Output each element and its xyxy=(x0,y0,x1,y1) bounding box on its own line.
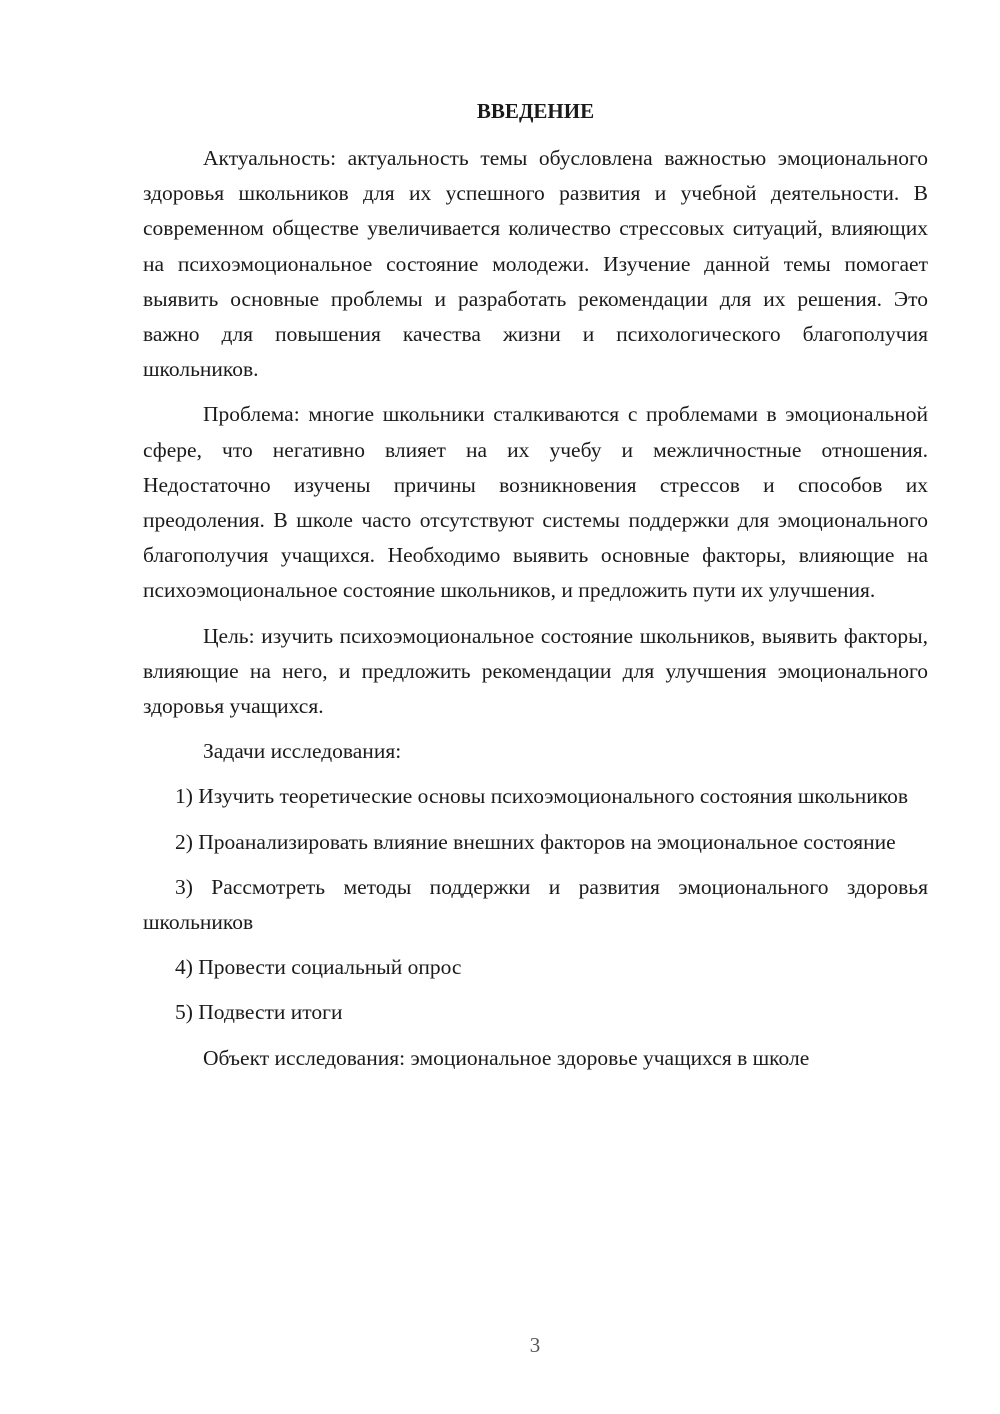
tasks-list xyxy=(143,779,928,1030)
paragraph-relevance: Актуальность: актуальность темы обусловлена важностью эмоционального здоровья школьников для их успешного развития и учебной деятельности. В современном обществе увеличивается количество стрессовых ситуаций, влияющих на психоэмоциональное состояние молодежи. Изучение данной темы помогает выявить основные проблемы и разработать рекомендации для их решения. Это важно для повышения качества жизни и психологического благополучия школьников. xyxy=(143,146,928,382)
list-item: 5) Подвести итоги xyxy=(175,1000,343,1025)
paragraph-object: Объект исследования: эмоциональное здоровье учащихся в школе xyxy=(203,1045,810,1070)
list-item: 4) Провести социальный опрос xyxy=(175,955,462,980)
paragraph-problem: Проблема: многие школьники сталкиваются с проблемами в эмоциональной сфере, что негативно влияет на их учебу и межличностные отношения. Недостаточно изучены причины возникновения стрессов и способов их преодоления. В школе часто отсутствуют системы поддержки для эмоционального благополучия учащихся. Необходимо выявить основные факторы, влияющие на психоэмоциональное состояние школьников, и предложить пути их улучшения. xyxy=(143,402,928,603)
list-item: 2) Проанализировать влияние внешних факторов на эмоциональное состояние xyxy=(175,829,896,854)
paragraph-goal: Цель: изучить психоэмоциональное состояние школьников, выявить факторы, влияющие на него, и предложить рекомендации для улучшения эмоционального здоровья учащихся. xyxy=(143,623,928,719)
list-item: 3) Рассмотреть методы поддержки и развития эмоционального здоровья школьников xyxy=(143,874,928,935)
document-body xyxy=(143,141,928,1086)
page-number: 3 xyxy=(529,1333,541,1357)
page-title: ВВЕДЕНИЕ xyxy=(476,99,595,123)
list-item: 1) Изучить теоретические основы психоэмоционального состояния школьников xyxy=(175,784,908,809)
tasks-heading: Задачи исследования: xyxy=(203,739,402,764)
